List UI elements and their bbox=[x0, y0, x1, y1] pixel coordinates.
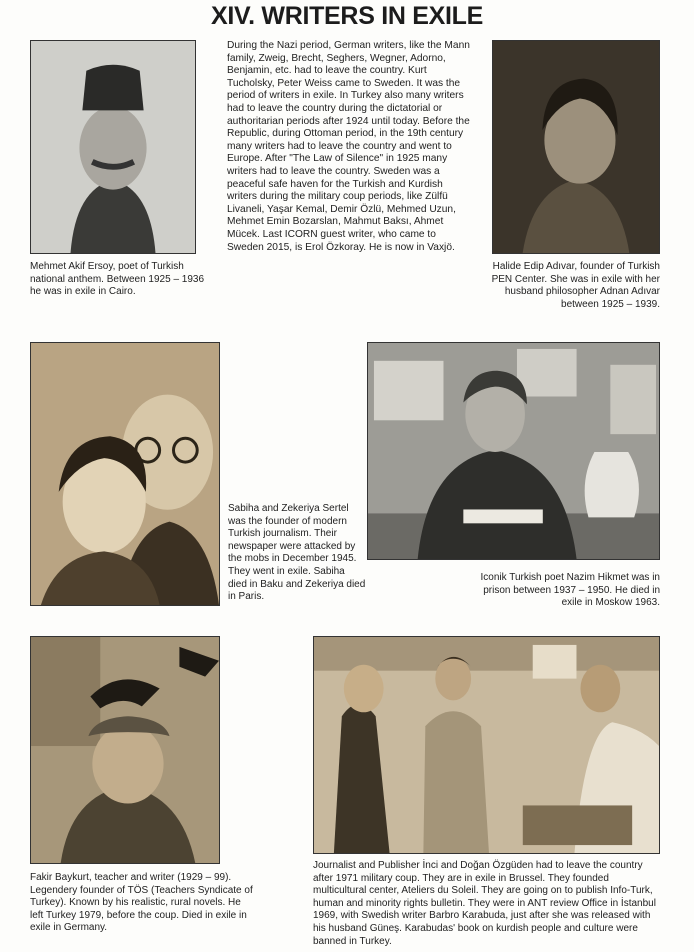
caption-inci-dogan-ozguden: Journalist and Publisher İnci and Doğan Özgüden had to leave the country after 1971 military coup. They are in exile in Brussel. They founded multicultural center, Ateliers du Soleil. They are going on to publish Info-Turk, human and minority rights bulletin. They were in ANT review Office in İstanbul 1969, with Swedish writer Barbro Karabuda, just after she was released with his husband Güneş. Karabudas' book on kurdish people and culture were banned in Turkey. bbox=[313, 860, 656, 947]
caption-nazim-hikmet: Iconik Turkish poet Nazim Hikmet was in prison between 1937 – 1950. He died in exile in Moskow 1963. bbox=[480, 572, 660, 609]
photo-nazim-hikmet bbox=[367, 342, 660, 560]
portrait-halide-edip-adivar bbox=[492, 40, 660, 254]
page-title: XIV. WRITERS IN EXILE bbox=[211, 2, 483, 30]
photo-fakir-baykurt bbox=[30, 636, 220, 864]
caption-sabiha-zekeriya-sertel: Sabiha and Zekeriya Sertel was the founder of modern Turkish journalism. Their newspaper were attacked by the mobs in December 1945. They went in exile. Sabiha died in Baku and Zekeriya died in Paris. bbox=[228, 503, 366, 603]
portrait-mehmet-akif-ersoy bbox=[30, 40, 196, 254]
intro-paragraph: During the Nazi period, German writers, like the Mann family, Zweig, Brecht, Seghers, Wegner, Adorno, Benjamin, etc. had to leave the country. Kurt Tucholsky, Peter Weiss came to Sweden. It was the period of writers in exile. In Turkey also many writers had to leave the country during the dictatorial or authoritarian periods after 1924 until today. Before the Republic, during Ottoman period, in the 19th century many writers had to leave the country and went to Europe. After "The Law of Silence" in 1925 many writers had to leave the country. Sweden was a peaceful safe haven for the Turkish and Kurdish writers during the military coup periods, like Zülfü Livaneli, Yaşar Kemal, Demir Özlü, Mehmed Uzun, Mehmet Emin Bozarslan, Mahmut Baksı, Ahmet Mücek. Last ICORN guest writer, who came to Sweden 2015, is Erol Özkoray. He is now in Vaxjö. bbox=[227, 40, 470, 253]
caption-fakir-baykurt: Fakir Baykurt, teacher and writer (1929 – 99). Legendery founder of TÖS (Teachers Syndicate of Turkey). Known by his realistic, rural novels. He left Turkey 1979, before the coup. Died in exile in exile in Germany. bbox=[30, 872, 253, 934]
photo-sabiha-zekeriya-sertel bbox=[30, 342, 220, 606]
caption-mehmet-akif-ersoy: Mehmet Akif Ersoy, poet of Turkish national anthem. Between 1925 – 1936 he was in exile in Cairo. bbox=[30, 261, 205, 298]
photo-inci-dogan-ozguden bbox=[313, 636, 660, 854]
caption-halide-edip-adivar: Halide Edip Adıvar, founder of Turkish PEN Center. She was in exile with her husband philosopher Adnan Adıvar between 1925 – 1939. bbox=[491, 261, 660, 310]
